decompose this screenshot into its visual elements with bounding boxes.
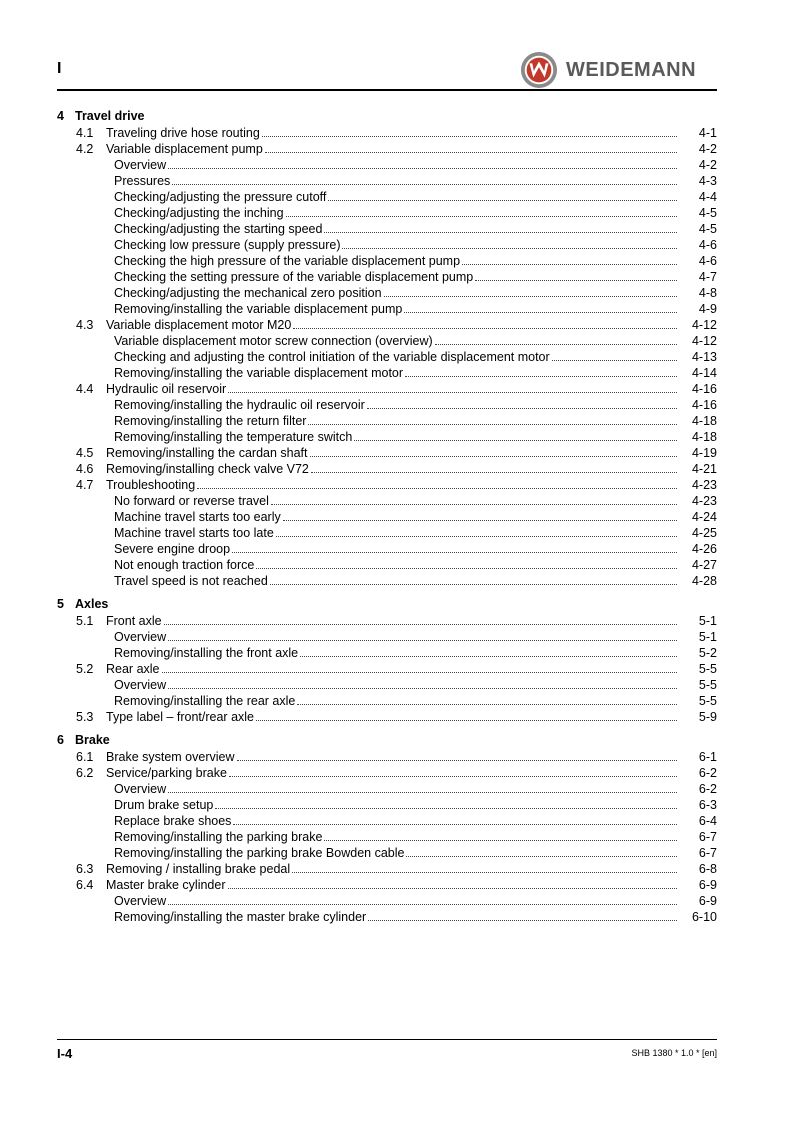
entry-page: 5-1 xyxy=(698,630,717,644)
entry-number: 5.2 xyxy=(76,662,94,676)
entry-page: 6-2 xyxy=(698,766,717,780)
toc-entry[interactable] xyxy=(57,445,717,461)
toc-entry[interactable] xyxy=(57,301,717,317)
dot-leader xyxy=(215,799,677,809)
dot-leader xyxy=(297,695,677,705)
document-id: SHB 1380 * 1.0 * [en] xyxy=(631,1048,717,1058)
dot-leader xyxy=(310,447,677,457)
entry-number: 4.4 xyxy=(76,382,94,396)
dot-leader xyxy=(162,663,678,673)
toc-chapter xyxy=(57,108,717,596)
entry-page: 4-6 xyxy=(698,238,717,252)
entry-title: Removing / installing brake pedal xyxy=(106,862,291,876)
entry-title: Machine travel starts too early xyxy=(114,510,281,524)
entry-title: Front axle xyxy=(106,614,162,628)
footer-rule xyxy=(57,1039,717,1040)
dot-leader xyxy=(228,879,678,889)
entry-title: Master brake cylinder xyxy=(106,878,226,892)
dot-leader xyxy=(286,207,677,217)
dot-leader xyxy=(462,255,677,265)
entry-page: 4-21 xyxy=(691,462,717,476)
entry-title: Traveling drive hose routing xyxy=(106,126,260,140)
toc-entry[interactable] xyxy=(57,629,717,645)
entry-title: Removing/installing the temperature switch xyxy=(114,430,353,444)
toc-entry[interactable] xyxy=(57,333,717,349)
entry-page: 4-3 xyxy=(698,174,717,188)
dot-leader xyxy=(168,895,677,905)
entry-title: Variable displacement motor screw connection (overview) xyxy=(114,334,433,348)
toc-entry[interactable] xyxy=(57,677,717,693)
entry-page: 6-3 xyxy=(698,798,717,812)
entry-number: 6.3 xyxy=(76,862,94,876)
chapter-number: 6 xyxy=(57,733,64,747)
toc-entry[interactable] xyxy=(57,861,717,877)
entry-number: 5.1 xyxy=(76,614,94,628)
dot-leader xyxy=(172,175,677,185)
toc-entry[interactable] xyxy=(57,157,717,173)
entry-page: 4-24 xyxy=(691,510,717,524)
toc-entry[interactable] xyxy=(57,413,717,429)
toc-entry[interactable] xyxy=(57,269,717,285)
entry-number: 6.2 xyxy=(76,766,94,780)
entry-title: Machine travel starts too late xyxy=(114,526,274,540)
toc-entry[interactable] xyxy=(57,829,717,845)
dot-leader xyxy=(168,631,677,641)
entry-page: 4-16 xyxy=(691,398,717,412)
entry-title: Removing/installing check valve V72 xyxy=(106,462,309,476)
toc-entry[interactable] xyxy=(57,493,717,509)
toc-entry[interactable] xyxy=(57,557,717,573)
toc-entry[interactable] xyxy=(57,189,717,205)
entry-number: 4.2 xyxy=(76,142,94,156)
dot-leader xyxy=(276,527,677,537)
entry-page: 4-2 xyxy=(698,142,717,156)
toc-entry[interactable] xyxy=(57,613,717,629)
entry-title: Removing/installing the master brake cylinder xyxy=(114,910,367,924)
entry-title: Rear axle xyxy=(106,662,160,676)
entry-title: Checking and adjusting the control initiation of the variable displacement motor xyxy=(114,350,550,364)
toc-entry[interactable] xyxy=(57,141,717,157)
entry-page: 4-25 xyxy=(691,526,717,540)
entry-page: 4-2 xyxy=(698,158,717,172)
dot-leader xyxy=(265,143,677,153)
entry-page: 4-18 xyxy=(691,430,717,444)
entry-title: Travel speed is not reached xyxy=(114,574,268,588)
entry-page: 6-4 xyxy=(698,814,717,828)
entry-title: Brake system overview xyxy=(106,750,235,764)
toc-entry[interactable] xyxy=(57,365,717,381)
toc-entry[interactable] xyxy=(57,397,717,413)
entry-page: 4-18 xyxy=(691,414,717,428)
toc-entry[interactable] xyxy=(57,461,717,477)
dot-leader xyxy=(229,767,677,777)
entry-title: Removing/installing the variable displacement pump xyxy=(114,302,403,316)
dot-leader xyxy=(283,511,677,521)
chapter-number: 4 xyxy=(57,109,64,123)
entry-title: Removing/installing the front axle xyxy=(114,646,299,660)
entry-page: 5-1 xyxy=(698,614,717,628)
dot-leader xyxy=(300,647,677,657)
toc-entry[interactable] xyxy=(57,573,717,589)
entry-page: 5-5 xyxy=(698,662,717,676)
entry-title: Removing/installing the parking brake xyxy=(114,830,323,844)
entry-number: 4.7 xyxy=(76,478,94,492)
entry-page: 5-9 xyxy=(698,710,717,724)
toc-entry[interactable] xyxy=(57,781,717,797)
dot-leader xyxy=(308,415,677,425)
toc-entry[interactable] xyxy=(57,813,717,829)
toc-entry[interactable] xyxy=(57,541,717,557)
dot-leader xyxy=(324,831,677,841)
entry-page: 5-2 xyxy=(698,646,717,660)
dot-leader xyxy=(324,223,677,233)
brand-logo xyxy=(520,51,696,89)
dot-leader xyxy=(405,367,677,377)
toc-entry[interactable] xyxy=(57,909,717,925)
entry-number: 4.1 xyxy=(76,126,94,140)
entry-title: Overview xyxy=(114,630,167,644)
entry-page: 4-23 xyxy=(691,494,717,508)
entry-title: Removing/installing the rear axle xyxy=(114,694,296,708)
entry-page: 4-13 xyxy=(691,350,717,364)
toc-entry[interactable] xyxy=(57,173,717,189)
entry-title: Checking/adjusting the mechanical zero position xyxy=(114,286,382,300)
entry-title: Overview xyxy=(114,158,167,172)
entry-title: Drum brake setup xyxy=(114,798,214,812)
entry-page: 4-4 xyxy=(698,190,717,204)
chapter-heading[interactable] xyxy=(57,732,717,749)
entry-title: Overview xyxy=(114,678,167,692)
entry-title: Checking/adjusting the inching xyxy=(114,206,284,220)
entry-title: Removing/installing the cardan shaft xyxy=(106,446,308,460)
entry-title: Removing/installing the return filter xyxy=(114,414,307,428)
toc-entry[interactable] xyxy=(57,509,717,525)
toc-entry[interactable] xyxy=(57,693,717,709)
chapter-title: Axles xyxy=(75,597,109,611)
entry-title: Pressures xyxy=(114,174,171,188)
entry-page: 4-9 xyxy=(698,302,717,316)
entry-page: 6-7 xyxy=(698,846,717,860)
chapter-spacer xyxy=(57,589,717,596)
entry-number: 6.4 xyxy=(76,878,94,892)
entry-title: Not enough traction force xyxy=(114,558,255,572)
weidemann-logo-icon xyxy=(520,51,558,89)
toc-entry[interactable] xyxy=(57,765,717,781)
entry-page: 6-9 xyxy=(698,878,717,892)
table-of-contents xyxy=(57,108,717,925)
entry-page: 4-14 xyxy=(691,366,717,380)
dot-leader xyxy=(237,751,677,761)
dot-leader xyxy=(328,191,677,201)
header-rule xyxy=(57,89,717,91)
entry-page: 4-5 xyxy=(698,222,717,236)
dot-leader xyxy=(232,543,677,553)
entry-title: Removing/installing the parking brake Bowden cable xyxy=(114,846,405,860)
dot-leader xyxy=(228,383,677,393)
dot-leader xyxy=(342,239,677,249)
entry-title: Removing/installing the variable displacement motor xyxy=(114,366,404,380)
dot-leader xyxy=(292,863,677,873)
dot-leader xyxy=(197,479,677,489)
toc-chapter xyxy=(57,596,717,732)
dot-leader xyxy=(270,575,677,585)
toc-entry[interactable] xyxy=(57,205,717,221)
toc-entry[interactable] xyxy=(57,381,717,397)
toc-entry[interactable] xyxy=(57,237,717,253)
entry-title: Checking the high pressure of the variable displacement pump xyxy=(114,254,461,268)
entry-page: 6-10 xyxy=(691,910,717,924)
entry-title: Overview xyxy=(114,782,167,796)
entry-title: Variable displacement motor M20 xyxy=(106,318,292,332)
entry-page: 4-12 xyxy=(691,334,717,348)
entry-page: 4-12 xyxy=(691,318,717,332)
toc-entry[interactable] xyxy=(57,797,717,813)
entry-page: 6-9 xyxy=(698,894,717,908)
toc-entry[interactable] xyxy=(57,477,717,493)
dot-leader xyxy=(262,127,677,137)
entry-title: Type label – front/rear axle xyxy=(106,710,254,724)
entry-page: 5-5 xyxy=(698,678,717,692)
entry-page: 4-28 xyxy=(691,574,717,588)
dot-leader xyxy=(368,911,677,921)
dot-leader xyxy=(354,431,677,441)
toc-entry[interactable] xyxy=(57,845,717,861)
entry-title: Service/parking brake xyxy=(106,766,227,780)
chapter-title: Travel drive xyxy=(75,109,145,123)
toc-entry[interactable] xyxy=(57,749,717,765)
entry-page: 4-6 xyxy=(698,254,717,268)
dot-leader xyxy=(384,287,677,297)
entry-title: Checking/adjusting the starting speed xyxy=(114,222,323,236)
dot-leader xyxy=(406,847,677,857)
entry-number: 4.5 xyxy=(76,446,94,460)
entry-title: Overview xyxy=(114,894,167,908)
entry-page: 4-23 xyxy=(691,478,717,492)
entry-number: 6.1 xyxy=(76,750,94,764)
entry-page: 4-27 xyxy=(691,558,717,572)
chapter-number: 5 xyxy=(57,597,64,611)
dot-leader xyxy=(311,463,677,473)
toc-entry[interactable] xyxy=(57,893,717,909)
dot-leader xyxy=(168,679,677,689)
entry-title: Replace brake shoes xyxy=(114,814,232,828)
dot-leader xyxy=(233,815,677,825)
chapter-spacer xyxy=(57,725,717,732)
page-number: I-4 xyxy=(57,1046,73,1061)
entry-page: 6-8 xyxy=(698,862,717,876)
entry-page: 6-1 xyxy=(698,750,717,764)
toc-entry[interactable] xyxy=(57,877,717,893)
entry-page: 4-16 xyxy=(691,382,717,396)
dot-leader xyxy=(164,615,677,625)
entry-number: 5.3 xyxy=(76,710,94,724)
entry-number: 4.6 xyxy=(76,462,94,476)
toc-entry[interactable] xyxy=(57,125,717,141)
toc-entry[interactable] xyxy=(57,253,717,269)
toc-entry[interactable] xyxy=(57,221,717,237)
entry-page: 6-7 xyxy=(698,830,717,844)
entry-page: 4-8 xyxy=(698,286,717,300)
entry-title: No forward or reverse travel xyxy=(114,494,269,508)
chapter-heading[interactable] xyxy=(57,108,717,125)
toc-entry[interactable] xyxy=(57,661,717,677)
section-letter: I xyxy=(57,60,62,77)
dot-leader xyxy=(435,335,677,345)
dot-leader xyxy=(256,711,677,721)
dot-leader xyxy=(404,303,677,313)
toc-entry[interactable] xyxy=(57,645,717,661)
entry-title: Hydraulic oil reservoir xyxy=(106,382,227,396)
toc-entry[interactable] xyxy=(57,525,717,541)
dot-leader xyxy=(168,159,677,169)
dot-leader xyxy=(293,319,677,329)
brand-name: WEIDEMANN xyxy=(566,58,697,81)
chapter-heading[interactable] xyxy=(57,596,717,613)
entry-title: Checking/adjusting the pressure cutoff xyxy=(114,190,327,204)
toc-entry[interactable] xyxy=(57,709,717,725)
entry-title: Severe engine droop xyxy=(114,542,231,556)
dot-leader xyxy=(271,495,677,505)
entry-page: 4-5 xyxy=(698,206,717,220)
entry-page: 4-7 xyxy=(698,270,717,284)
entry-page: 4-1 xyxy=(698,126,717,140)
entry-title: Troubleshooting xyxy=(106,478,196,492)
entry-title: Variable displacement pump xyxy=(106,142,263,156)
toc-entry[interactable] xyxy=(57,349,717,365)
entry-page: 4-26 xyxy=(691,542,717,556)
chapter-title: Brake xyxy=(75,733,110,747)
entry-title: Checking low pressure (supply pressure) xyxy=(114,238,341,252)
entry-number: 4.3 xyxy=(76,318,94,332)
entry-page: 5-5 xyxy=(698,694,717,708)
entry-title: Checking the setting pressure of the variable displacement pump xyxy=(114,270,474,284)
entry-page: 4-19 xyxy=(691,446,717,460)
dot-leader xyxy=(168,783,677,793)
entry-title: Removing/installing the hydraulic oil reservoir xyxy=(114,398,365,412)
dot-leader xyxy=(475,271,677,281)
dot-leader xyxy=(256,559,677,569)
entry-page: 6-2 xyxy=(698,782,717,796)
dot-leader xyxy=(552,351,677,361)
toc-entry[interactable] xyxy=(57,317,717,333)
dot-leader xyxy=(367,399,677,409)
toc-entry[interactable] xyxy=(57,285,717,301)
toc-entry[interactable] xyxy=(57,429,717,445)
toc-chapter xyxy=(57,732,717,925)
